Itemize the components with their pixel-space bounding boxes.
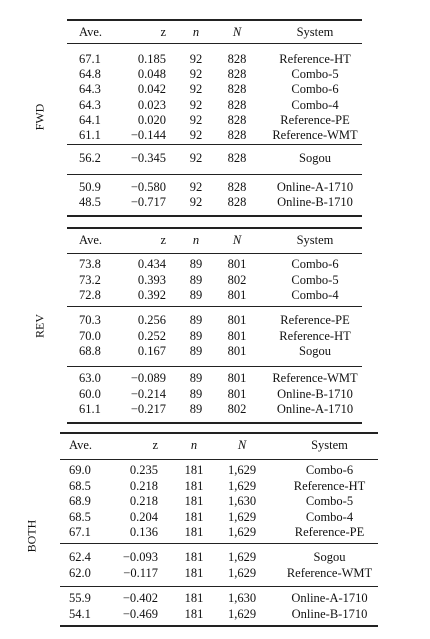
cell-ave: 61.1: [79, 128, 101, 142]
cell-n: 1,629: [227, 565, 257, 580]
cell-n: 1,629: [227, 606, 257, 621]
cell-n: 801: [227, 288, 247, 302]
cell-n: 89: [189, 371, 203, 385]
column-header-z: z: [160, 233, 166, 247]
cell-z: −0.345: [130, 151, 166, 165]
cell-n: 89: [189, 288, 203, 302]
column-header-ave: Ave.: [79, 25, 103, 39]
cell-system: Reference-HT: [293, 478, 366, 493]
top-rule: [60, 432, 378, 434]
cell-ave: 73.8: [79, 257, 101, 271]
cell-n: 801: [227, 328, 247, 343]
bottom-rule: [67, 422, 362, 424]
cell-n: 1,630: [227, 494, 257, 508]
cell-system: Online-B-1710: [277, 386, 353, 401]
cell-system: Sogou: [299, 344, 331, 358]
cell-n: 181: [184, 494, 204, 508]
cell-z: 0.434: [137, 257, 166, 271]
group-rule: [67, 306, 362, 307]
cell-n: 92: [189, 52, 203, 66]
cell-ave: 67.1: [69, 525, 91, 539]
group-rule: [67, 174, 362, 175]
cell-n: 92: [189, 180, 203, 194]
cell-z: 0.204: [129, 509, 158, 524]
cell-z: −0.214: [130, 386, 166, 401]
column-header-n: n: [192, 233, 200, 247]
cell-z: −0.089: [130, 371, 166, 385]
cell-z: 0.218: [129, 478, 158, 493]
cell-n: 181: [184, 565, 204, 580]
cell-z: 0.042: [137, 82, 166, 97]
cell-z: 0.392: [137, 288, 166, 302]
column-header-z: z: [160, 25, 166, 39]
cell-n: 92: [189, 151, 203, 165]
cell-ave: 67.1: [79, 52, 101, 66]
cell-z: 0.235: [129, 463, 158, 477]
cell-system: Reference-PE: [280, 313, 350, 327]
cell-n: 1,629: [227, 550, 257, 564]
cell-n: 828: [227, 112, 247, 127]
cell-system: Combo-4: [305, 509, 354, 524]
column-header-n: n: [190, 438, 198, 452]
cell-n: 1,629: [227, 463, 257, 477]
cell-system: Reference-WMT: [286, 565, 373, 580]
cell-n: 828: [227, 82, 247, 97]
group-rule: [67, 144, 362, 145]
cell-n: 828: [227, 67, 247, 82]
cell-system: Online-B-1710: [277, 195, 353, 210]
cell-n: 89: [189, 272, 203, 287]
cell-system: Combo-5: [291, 272, 339, 287]
cell-n: 92: [189, 97, 203, 112]
cell-system: Sogou: [313, 550, 346, 564]
cell-z: 0.256: [137, 313, 166, 327]
cell-z: −0.117: [123, 565, 158, 580]
cell-ave: 68.5: [69, 478, 91, 493]
cell-n: 828: [227, 52, 247, 66]
cell-n: 92: [189, 82, 203, 97]
cell-ave: 70.3: [79, 313, 101, 327]
column-header-ave: Ave.: [69, 438, 93, 452]
cell-n: 92: [189, 67, 203, 82]
cell-n: 801: [227, 371, 247, 385]
cell-z: −0.217: [130, 402, 166, 416]
cell-system: Online-A-1710: [276, 402, 354, 416]
cell-n: 802: [227, 272, 247, 287]
cell-ave: 54.1: [69, 606, 91, 621]
cell-n: 89: [189, 328, 203, 343]
cell-n: 828: [227, 195, 247, 210]
cell-system: Online-A-1710: [276, 180, 354, 194]
bottom-rule: [67, 215, 362, 217]
cell-system: Combo-5: [305, 494, 354, 508]
cell-system: Reference-PE: [280, 112, 350, 127]
cell-ave: 64.1: [79, 112, 101, 127]
cell-system: Combo-4: [291, 97, 339, 112]
cell-ave: 62.4: [69, 550, 91, 564]
cell-z: −0.093: [122, 550, 158, 564]
cell-system: Online-A-1710: [291, 591, 368, 605]
cell-n: 1,629: [227, 525, 257, 539]
cell-ave: 70.0: [79, 328, 101, 343]
column-header-ave: Ave.: [79, 233, 103, 247]
cell-ave: 48.5: [79, 195, 101, 210]
cell-ave: 64.3: [79, 82, 101, 97]
cell-system: Reference-HT: [279, 52, 351, 66]
cell-n: 1,629: [227, 509, 257, 524]
cell-n: 181: [184, 550, 204, 564]
section-label: FWD: [32, 103, 47, 131]
cell-system: Reference-HT: [279, 328, 351, 343]
cell-n: 828: [227, 151, 247, 165]
cell-system: Combo-6: [305, 463, 354, 477]
cell-n: 89: [189, 257, 203, 271]
cell-n: 181: [184, 525, 204, 539]
header-rule: [67, 253, 362, 254]
section-label: REV: [32, 314, 47, 338]
cell-n: 801: [227, 257, 247, 271]
cell-n: 801: [227, 344, 247, 358]
cell-system: Reference-PE: [294, 525, 365, 539]
cell-n: 89: [189, 313, 203, 327]
cell-n: 1,629: [227, 478, 257, 493]
group-rule: [60, 586, 378, 587]
cell-z: −0.402: [122, 591, 158, 605]
cell-z: −0.717: [130, 195, 166, 210]
cell-z: −0.144: [130, 128, 166, 142]
cell-ave: 72.8: [79, 288, 101, 302]
cell-z: −0.580: [130, 180, 166, 194]
cell-ave: 55.9: [69, 591, 91, 605]
cell-n: 181: [184, 478, 204, 493]
cell-system: Reference-WMT: [272, 371, 358, 385]
cell-n: 801: [227, 386, 247, 401]
cell-n: 828: [227, 180, 247, 194]
cell-ave: 68.8: [79, 344, 101, 358]
cell-system: Combo-5: [291, 67, 339, 82]
cell-system: Online-B-1710: [291, 606, 368, 621]
cell-ave: 62.0: [69, 565, 91, 580]
column-header-z: z: [152, 438, 158, 452]
cell-z: 0.185: [137, 52, 166, 66]
cell-n: 181: [184, 463, 204, 477]
cell-ave: 69.0: [69, 463, 91, 477]
group-rule: [67, 366, 362, 367]
cell-n: 828: [227, 128, 247, 142]
cell-n: 181: [184, 591, 204, 605]
cell-z: −0.469: [122, 606, 158, 621]
cell-z: 0.252: [137, 328, 166, 343]
cell-system: Combo-6: [291, 82, 339, 97]
cell-z: 0.218: [129, 494, 158, 508]
cell-system: Combo-6: [291, 257, 339, 271]
cell-n: 92: [189, 195, 203, 210]
cell-n: 1,630: [227, 591, 257, 605]
cell-n: 181: [184, 606, 204, 621]
cell-system: Reference-WMT: [272, 128, 358, 142]
cell-z: 0.020: [137, 112, 166, 127]
cell-z: 0.136: [129, 525, 158, 539]
section-label: BOTH: [24, 519, 39, 553]
header-rule: [60, 459, 378, 460]
cell-n: 89: [189, 402, 203, 416]
cell-n: 181: [184, 509, 204, 524]
cell-n: 89: [189, 386, 203, 401]
cell-n: 92: [189, 128, 203, 142]
cell-n: 828: [227, 97, 247, 112]
cell-ave: 56.2: [79, 151, 101, 165]
cell-ave: 64.8: [79, 67, 101, 82]
cell-system: Combo-4: [291, 288, 339, 302]
cell-ave: 60.0: [79, 386, 101, 401]
top-rule: [67, 19, 362, 21]
column-header-system: System: [311, 438, 348, 452]
header-rule: [67, 43, 362, 44]
cell-n: 89: [189, 344, 203, 358]
cell-ave: 68.5: [69, 509, 91, 524]
cell-ave: 63.0: [79, 371, 101, 385]
column-header-system: System: [296, 25, 334, 39]
bottom-rule: [60, 625, 378, 627]
cell-n: 92: [189, 112, 203, 127]
cell-ave: 68.9: [69, 494, 91, 508]
column-header-n: N: [237, 438, 247, 452]
cell-z: 0.023: [137, 97, 166, 112]
cell-system: Sogou: [299, 151, 331, 165]
cell-z: 0.048: [137, 67, 166, 82]
group-rule: [60, 543, 378, 544]
cell-ave: 64.3: [79, 97, 101, 112]
cell-n: 802: [227, 402, 247, 416]
cell-ave: 73.2: [79, 272, 101, 287]
column-header-n: N: [232, 25, 242, 39]
cell-z: 0.167: [137, 344, 166, 358]
top-rule: [67, 227, 362, 229]
cell-n: 801: [227, 313, 247, 327]
column-header-n: n: [192, 25, 200, 39]
cell-z: 0.393: [137, 272, 166, 287]
column-header-n: N: [232, 233, 242, 247]
cell-ave: 50.9: [79, 180, 101, 194]
cell-ave: 61.1: [79, 402, 101, 416]
column-header-system: System: [296, 233, 334, 247]
